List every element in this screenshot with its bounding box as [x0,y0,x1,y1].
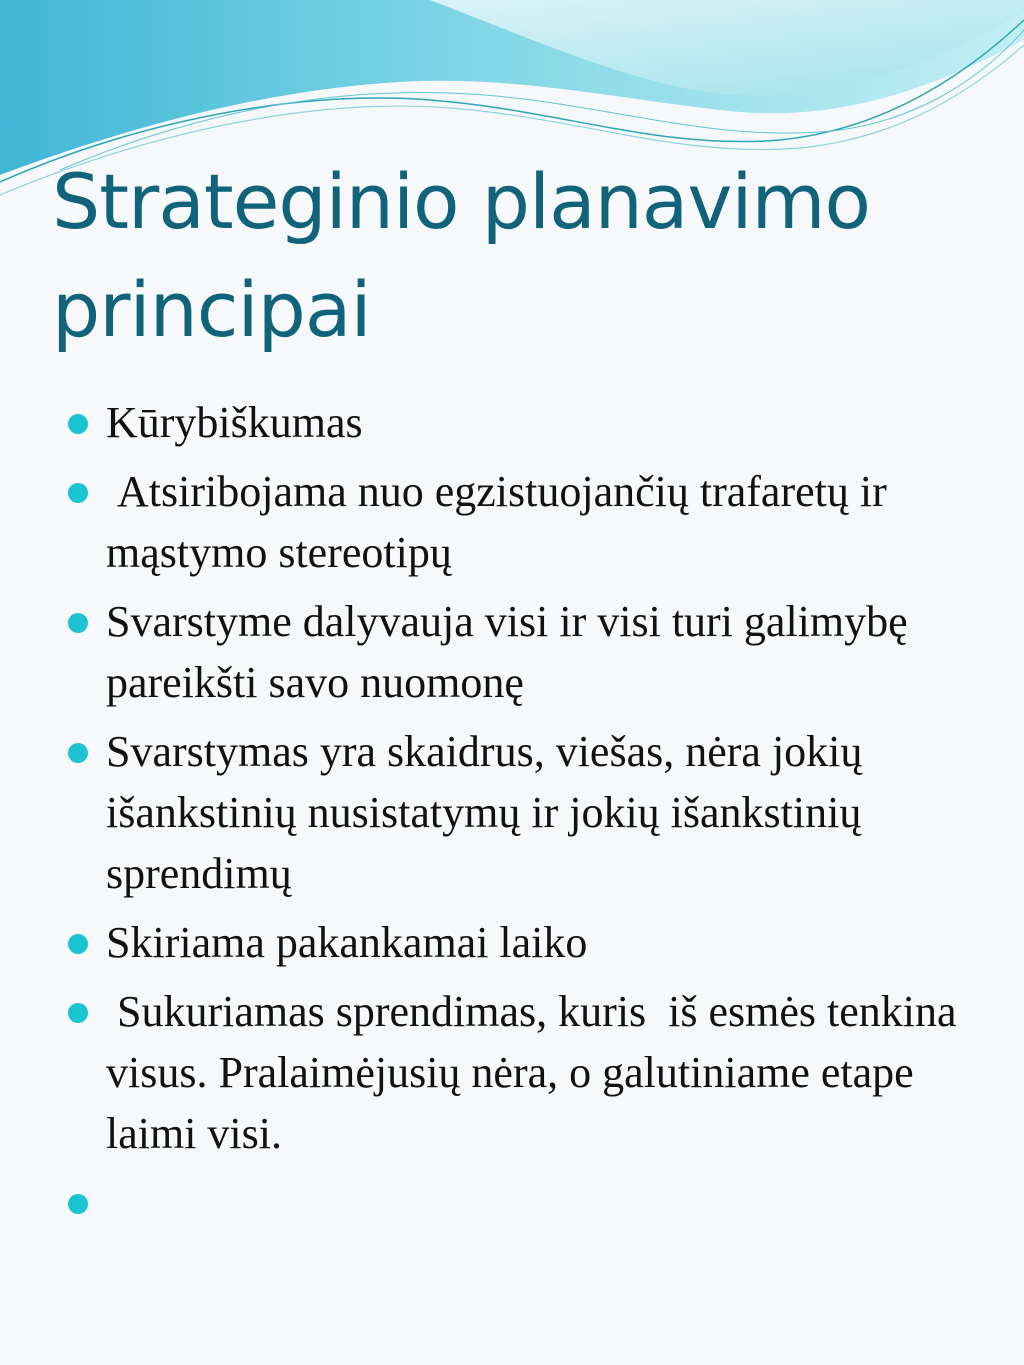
bullet-text: Atsiribojama nuo egzistuojančių trafaretų ir mąstymo stereotipų [106,467,898,577]
bullet-text: Sukuriamas sprendimas, kuris iš esmės tenkina visus. Pralaimėjusių nėra, o galutiniame etape laimi visi. [106,987,968,1158]
slide-title: Strateginio planavimo principai [52,157,871,354]
bullet-dot-icon [68,1003,88,1023]
bullet-item [68,591,978,713]
bullet-item [68,392,978,453]
bullet-item [68,981,978,1164]
bullet-text: Svarstymas yra skaidrus, viešas, nėra jokių išankstinių nusistatymų ir jokių išankstinių sprendimų [106,727,874,898]
bullet-dot-icon [68,414,88,434]
bullet-dot-icon [68,483,88,503]
bullet-text: Kūrybiškumas [106,398,363,447]
bullet-item [68,912,978,973]
bullet-dot-icon [68,1194,88,1214]
bullet-text: Svarstyme dalyvauja visi ir visi turi galimybę pareikšti savo nuomonę [106,597,919,707]
bullet-item [68,461,978,583]
bullet-dot-icon [68,613,88,633]
bullet-text: Skiriama pakankamai laiko [106,918,588,967]
bullet-dot-icon [68,743,88,763]
bullet-dot-icon [68,934,88,954]
bullet-list [68,392,978,1241]
bullet-item [68,721,978,904]
bullet-item-empty [68,1172,978,1233]
